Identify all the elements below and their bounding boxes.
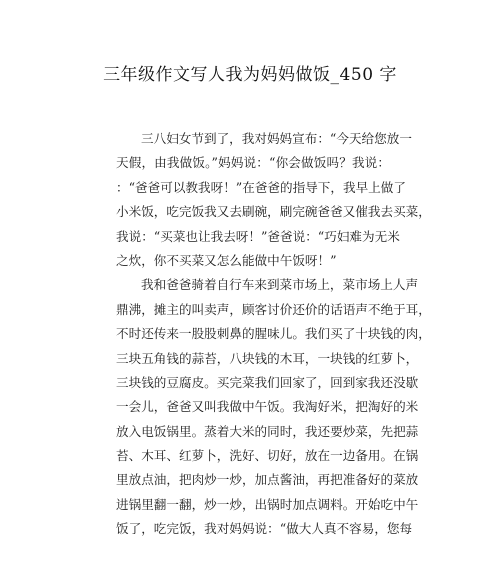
text-line: 进锅里翻一翻，炒一炒，出锅时加点调料。开始吃中午 bbox=[116, 496, 419, 512]
text-line: 苔、木耳、红萝卜，洗好、切好，放在一边备用。在锅 bbox=[116, 448, 419, 464]
text-line: 鼎沸，摊主的叫卖声，顾客讨价还价的话语声不绝于耳， bbox=[116, 301, 431, 317]
essay-body bbox=[116, 127, 431, 542]
text-line: 天假，由我做饭。”妈妈说：“你会做饭吗？我说： bbox=[116, 155, 390, 171]
text-line: 三块五角钱的蒜苔，八块钱的木耳，一块钱的红萝卜， bbox=[116, 350, 419, 366]
text-line: 不时还传来一股股刺鼻的腥味儿。我们买了十块钱的肉， bbox=[116, 326, 431, 342]
text-line: ：“爸爸可以教我呀！”在爸爸的指导下，我早上做了 bbox=[116, 179, 406, 195]
page-title: 三年级作文写人我为妈妈做饭_450 字 bbox=[103, 65, 397, 85]
text-line: 小米饭，吃完饭我又去刷碗，刷完碗爸爸又催我去买菜， bbox=[116, 204, 431, 220]
text-line: 我说：“买菜也让我去呀！”爸爸说：“巧妇难为无米 bbox=[116, 228, 400, 244]
text-line: 三块钱的豆腐皮。买完菜我们回家了，回到家我还没歇 bbox=[116, 374, 419, 390]
text-line: 一会儿，爸爸又叫我做中午饭。我淘好米，把淘好的米 bbox=[116, 399, 419, 415]
text-line: 里放点油，把肉炒一炒，加点酱油，再把准备好的菜放 bbox=[116, 472, 419, 488]
text-line: 放入电饭锅里。蒸着大米的同时，我还要炒菜，先把蒜 bbox=[116, 423, 419, 439]
text-line: 饭了，吃完饭，我对妈妈说：“做大人真不容易，您每 bbox=[116, 521, 413, 537]
text-line: 之炊，你不买菜又怎么能做中午饭呀！” bbox=[116, 252, 337, 268]
text-line: 我和爸爸骑着自行车来到菜市场上，菜市场上人声 bbox=[141, 277, 419, 293]
text-line: 三八妇女节到了，我对妈妈宣布：“今天给您放一 bbox=[141, 131, 412, 146]
